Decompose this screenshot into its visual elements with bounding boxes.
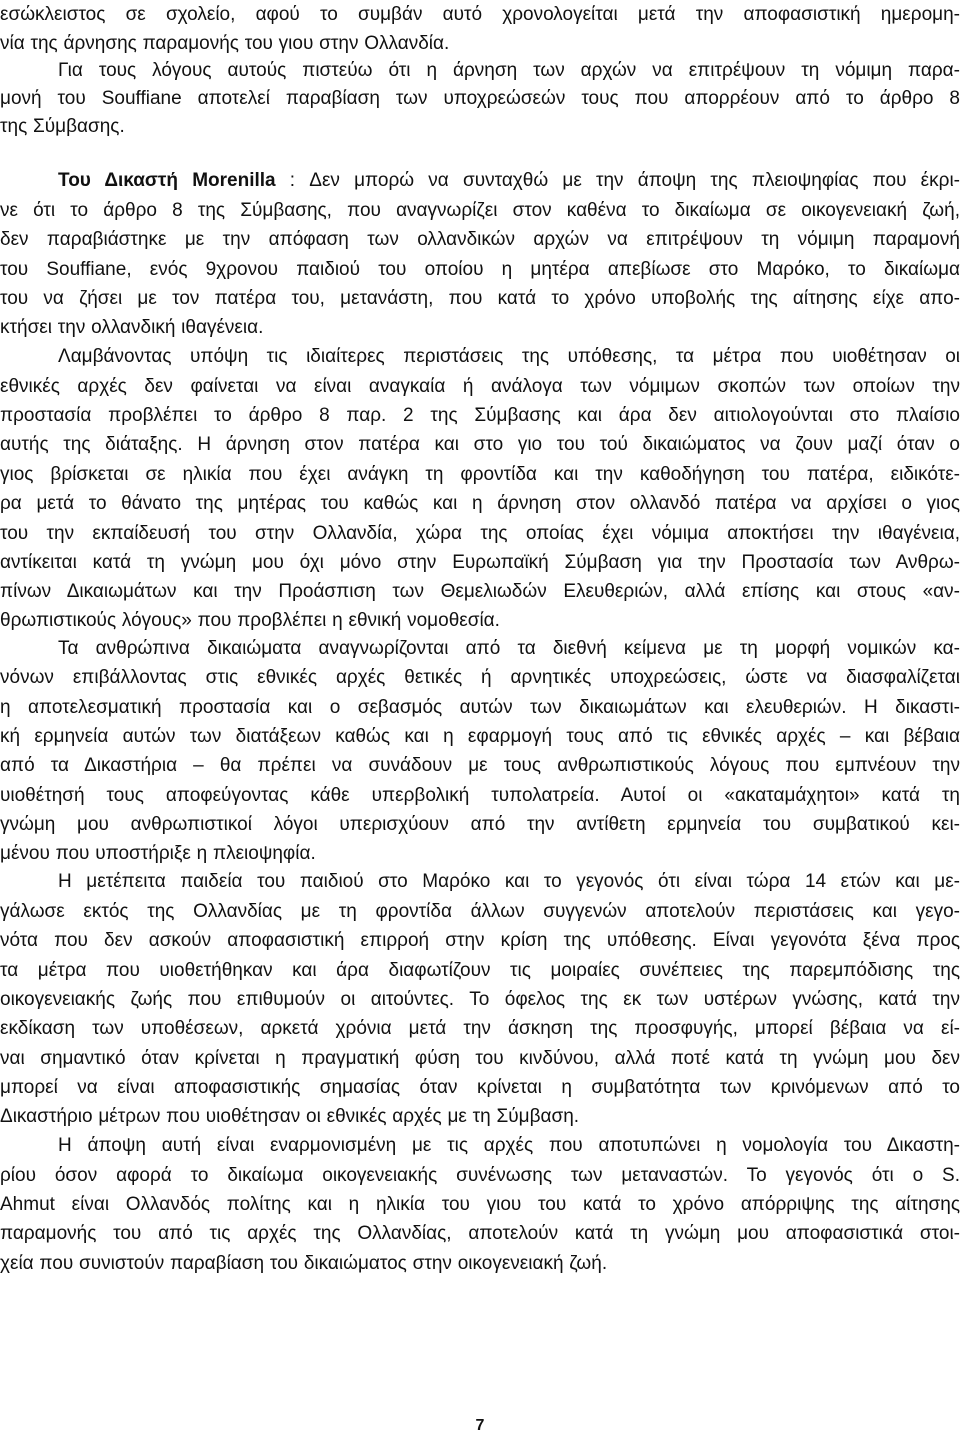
- text-line: του να ζήσει με τον πατέρα του, μετανάστη, που κατά το χρόνο υποβολής της αίτησης είχε απο-: [0, 288, 960, 309]
- text-line: του Souffiane, ενός 9χρονου παιδιού του οποίου η μητέρα απεβίωσε στο Μαρόκο, το δικαίωμα: [0, 259, 960, 280]
- text-line: ρα μετά το θάνατο της μητέρας του καθώς και η άρνηση στον ολλανδό πατέρα να αρχίσει ο γιος: [0, 493, 960, 514]
- text-line: Για τους λόγους αυτούς πιστεύω ότι η άρνηση των αρχών να επιτρέψουν τη νόμιμη παρα-: [58, 60, 960, 81]
- text-line: Τα ανθρώπινα δικαιώματα αναγνωρίζονται από τα διεθνή κείμενα με τη μορφή νομικών κα-: [58, 638, 960, 659]
- judge-name: Του Δικαστή Morenilla: [58, 170, 276, 191]
- text-line: γιος βρίσκεται σε ηλικία που έχει ανάγκη τη φροντίδα και την καθοδήγηση του πατέρα, ειδικότε-: [0, 464, 960, 485]
- text-line: γνώμη μου ανθρωπιστικοί λόγοι υπερισχύουν από την αντίθετη ερμηνεία του συμβατικού κει-: [0, 814, 960, 835]
- text-line: οικογενειακής ζωής που επιθυμούν οι αιτούντες. Το όφελος της εκ των υστέρων γνώσης, κατά την: [0, 989, 960, 1010]
- text-line: αντίκειται κατά τη γνώμη μου όχι μόνο στην Ευρωπαϊκή Σύμβαση για την Προστασία των Ανθρω-: [0, 552, 960, 573]
- page-number: 7: [475, 1417, 485, 1434]
- text-line: τα μέτρα που υιοθετήθηκαν και άρα διαφωτίζουν τις μοιραίες συνέπειες της παρεμπόδισης της: [0, 960, 960, 981]
- text-line: νότα που δεν ασκούν αποφασιστική επιρροή στην κρίση της υπόθεσης. Είναι γεγονότα ξένα προς: [0, 930, 960, 951]
- text-line: μπορεί να είναι αποφασιστικής σημασίας όταν κρίνεται η συμβατότητα των κρινόμενων από το: [0, 1077, 960, 1098]
- text-line: του την εκπαίδευσή του στην Ολλανδία, χώρα της οποίας έχει νόμιμα αποκτήσει την ιθαγένεια,: [0, 523, 960, 544]
- text-line: υιοθέτησή τους αποφεύγοντας κάθε υπερβολική τυπολατρεία. Αυτοί οι «ακαταμάχητοι» κατά τη: [0, 785, 960, 806]
- text-line: της Σύμβασης.: [0, 116, 125, 137]
- text-line: Δικαστήριο μέτρων που υιοθέτησαν οι εθνικές αρχές με τη Σύμβαση.: [0, 1106, 580, 1127]
- text-line: προστασία προβλέπει το άρθρο 8 παρ. 2 της Σύμβασης και άρα δεν αιτιολογούνται στο πλαίσιο: [0, 405, 960, 426]
- text-line: Η μετέπειτα παιδεία του παιδιού στο Μαρόκο και το γεγονός ότι είναι τώρα 14 ετών και με-: [58, 871, 960, 892]
- text-line: από τα Δικαστήρια – θα πρέπει να συνάδουν με τους ανθρωπιστικούς λόγους που εμπνέουν την: [0, 755, 960, 776]
- text-line: ναι σημαντικό όταν κρίνεται η πραγματική φύση του κινδύνου, αλλά ποτέ κατά τη γνώμη μου δεν: [0, 1048, 960, 1069]
- text-line: εθνικές αρχές δεν φαίνεται να είναι αναγκαία ή ανάλογα των νόμιμων σκοπών των οποίων την: [0, 376, 960, 397]
- text-line: μονή του Souffiane αποτελεί παραβίαση των υποχρεώσεών τους που απορρέουν από το άρθρο 8: [0, 88, 960, 109]
- text-line: θρωπιστικούς λόγους» που προβλέπει η εθνική νομοθεσία.: [0, 610, 500, 631]
- text-line: εκδίκαση των υποθέσεων, αρκετά χρόνια μετά την άσκηση της προσφυγής, μπορεί βέβαια να εί-: [0, 1018, 960, 1039]
- text-line: νε ότι το άρθρο 8 της Σύμβασης, που αναγνωρίζει στον καθένα το δικαίωμα σε οικογενειακή ζωή,: [0, 200, 960, 221]
- text-line: ρίου όσον αφορά το δικαίωμα οικογενειακής συνένωσης των μεταναστών. Το γεγονός ότι ο S.: [0, 1165, 960, 1186]
- text-line: Του Δικαστή Morenilla : Δεν μπορώ να συνταχθώ με την άποψη της πλειοψηφίας που έκρι-: [58, 170, 960, 191]
- text-line: γάλωσε εκτός της Ολλανδίας με τη φροντίδα άλλων συγγενών αποτελούν περιστάσεις και γεγο-: [0, 901, 960, 922]
- text-line: κτήσει την ολλανδική ιθαγένεια.: [0, 317, 264, 338]
- text-line: νόνων επιβάλλοντας στις εθνικές αρχές θετικές ή αρνητικές υποχρεώσεις, ώστε να διασφαλίζεται: [0, 667, 960, 688]
- text-line: η αποτελεσματική προστασία και ο σεβασμός αυτών των δικαιωμάτων και ελευθεριών. Η δικαστι-: [0, 697, 960, 718]
- text-line: χεία που συνιστούν παραβίαση του δικαιώματος στην οικογενειακή ζωή.: [0, 1253, 608, 1274]
- text-line: Λαμβάνοντας υπόψη τις ιδιαίτερες περιστάσεις της υπόθεσης, τα μέτρα που υιοθέτησαν οι: [58, 346, 960, 367]
- text-line: κή ερμηνεία αυτών των διατάξεων καθώς και η εφαρμογή τους από τις εθνικές αρχές – και βέβαια: [0, 726, 960, 747]
- text-line: πίνων Δικαιωμάτων και την Προάσπιση των Θεμελιωδών Ελευθεριών, αλλά επίσης και στους «αν-: [0, 581, 960, 602]
- text-line: Ahmut είναι Ολλανδός πολίτης και η ηλικία του γιου του κατά το χρόνο απόρριψης της αίτησης: [0, 1194, 960, 1215]
- text-line: μένου που υποστήριξε η πλειοψηφία.: [0, 843, 316, 864]
- text-line: εσώκλειστος σε σχολείο, αφού το συμβάν αυτό χρονολογείται μετά την αποφασιστική ημερομη-: [0, 4, 960, 25]
- text-line: Η άποψη αυτή είναι εναρμονισμένη με τις αρχές που αποτυπώνει η νομολογία του Δικαστη-: [58, 1135, 960, 1156]
- text-line: παραμονής του από τις αρχές της Ολλανδίας, αποτελούν κατά τη γνώμη μου αποφασιστικά στοι-: [0, 1223, 960, 1244]
- text-line: δεν παραβιάστηκε με την απόφαση των ολλανδικών αρχών να επιτρέψουν τη νόμιμη παραμονή: [0, 229, 960, 250]
- text-line: νία της άρνησης παραμονής του γιου στην Ολλανδία.: [0, 33, 450, 54]
- text-line: αυτής της διάταξης. Η άρνηση στον πατέρα και στο γιο του τού δικαιώματος να ζουν μαζί όταν ο: [0, 434, 960, 455]
